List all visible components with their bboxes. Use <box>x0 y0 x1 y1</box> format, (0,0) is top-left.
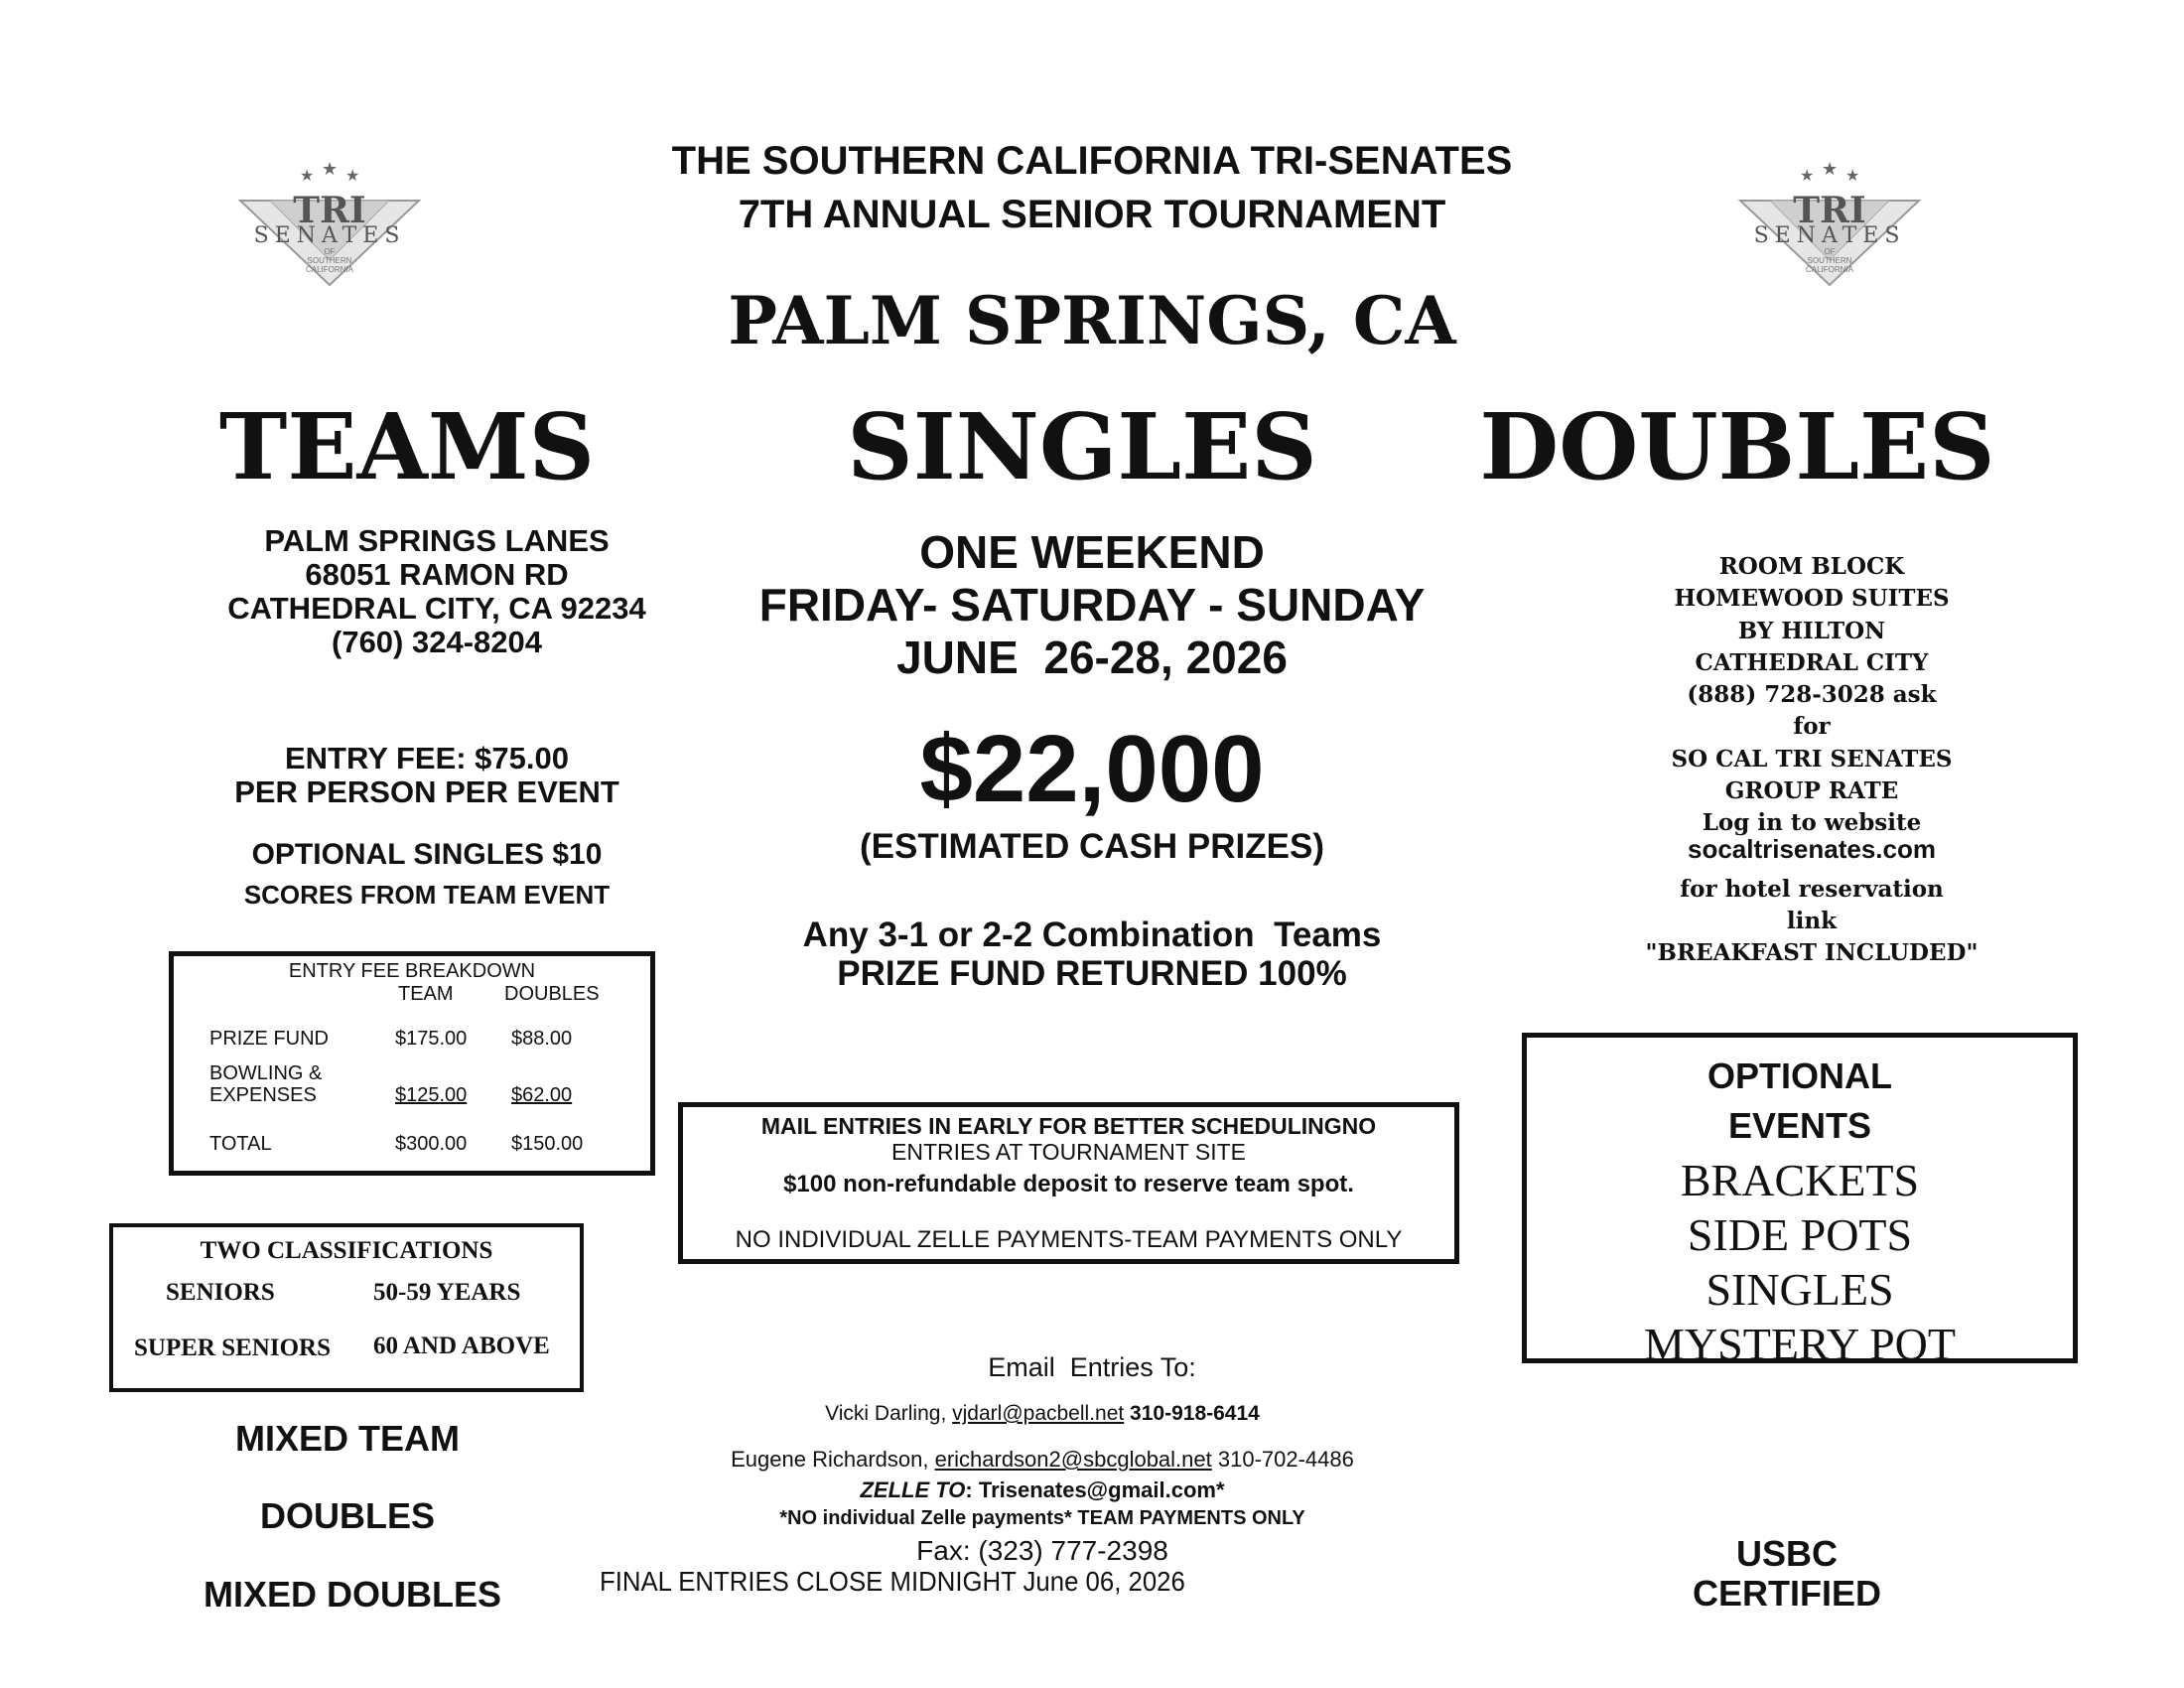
hotel-line: for <box>1793 713 1831 741</box>
tri-senates-logo-left <box>220 161 439 290</box>
usbc-line-2: CERTIFIED <box>1692 1573 1881 1614</box>
contact-1-phone: 310-918-6414 <box>1124 1402 1260 1425</box>
hotel-line: (888) 728-3028 ask <box>1687 681 1937 709</box>
prize-combo: Any 3-1 or 2-2 Combination Teams <box>802 915 1382 954</box>
event-singles: SINGLES <box>847 393 1317 500</box>
venue-city: CATHEDRAL CITY, CA 92234 <box>227 591 646 626</box>
svg-text:CALIFORNIA: CALIFORNIA <box>1805 265 1854 274</box>
mail-line-1: MAIL ENTRIES IN EARLY FOR BETTER SCHEDULINGNO <box>760 1113 1377 1139</box>
contact-1-name: Vicki Darling, <box>825 1402 953 1425</box>
svg-text:OF: OF <box>324 247 336 256</box>
hotel-line: CATHEDRAL CITY <box>1695 648 1929 676</box>
prize-amount: $22,000 <box>919 716 1265 822</box>
scores-note: SCORES FROM TEAM EVENT <box>243 880 611 910</box>
optional-event-item: MYSTERY POT <box>1644 1319 1956 1369</box>
contact-1 <box>635 1402 1449 1426</box>
usbc-line-1: USBC <box>1735 1533 1838 1574</box>
header-line-2: 7TH ANNUAL SENIOR TOURNAMENT <box>738 193 1446 236</box>
mail-entries-text <box>683 1113 1454 1165</box>
svg-text:TRI: TRI <box>1793 190 1866 231</box>
optional-title-2: EVENTS <box>1727 1105 1872 1146</box>
mail-line-2: ENTRIES AT TOURNAMENT SITE <box>891 1139 1246 1165</box>
hotel-line: ROOM BLOCK <box>1718 553 1905 580</box>
breakdown-row-team: $300.00 <box>395 1133 468 1155</box>
hotel-res-line-2: link <box>1786 908 1838 934</box>
breakdown-row-team: $125.00 <box>395 1084 468 1106</box>
venue-phone: (760) 324-8204 <box>332 625 542 659</box>
schedule-dates: JUNE 26-28, 2026 <box>896 632 1288 683</box>
contact-2 <box>635 1447 1449 1473</box>
breakdown-row-team: $175.00 <box>395 1028 468 1050</box>
optional-events-title <box>1527 1052 2073 1151</box>
svg-text:SOUTHERN: SOUTHERN <box>307 256 352 265</box>
event-teams: TEAMS <box>218 393 596 500</box>
breakdown-row-label: TOTAL <box>209 1133 272 1155</box>
optional-event-item: SINGLES <box>1706 1264 1894 1315</box>
entry-fee-block <box>169 742 685 809</box>
schedule-one-weekend: ONE WEEKEND <box>919 526 1265 578</box>
breakdown-title: ENTRY FEE BREAKDOWN <box>288 960 536 982</box>
contact-2-phone: 310-702-4486 <box>1211 1447 1354 1472</box>
contact-2-email[interactable]: erichardson2@sbcglobal.net <box>934 1447 1212 1472</box>
fax: Fax: (323) 777-2398 <box>916 1535 1168 1566</box>
venue-name: PALM SPRINGS LANES <box>264 523 610 558</box>
hotel-block <box>1608 551 2015 840</box>
svg-text:★: ★ <box>1800 168 1815 185</box>
classification-value: 50-59 YEARS <box>373 1279 521 1306</box>
svg-text:★: ★ <box>1845 168 1860 185</box>
classification-label: SENIORS <box>166 1279 275 1306</box>
zelle-to <box>635 1477 1449 1503</box>
breakdown-row-doubles: $150.00 <box>511 1133 584 1155</box>
breakdown-row-label-line-1: BOWLING & <box>209 1062 323 1084</box>
svg-text:SENATES: SENATES <box>1753 223 1906 248</box>
svg-text:SENATES: SENATES <box>253 223 406 248</box>
optional-event-item: SIDE POTS <box>1687 1209 1913 1260</box>
svg-text:TRI: TRI <box>293 190 366 231</box>
prize-returned: PRIZE FUND RETURNED 100% <box>837 954 1347 993</box>
mixed-doubles-event: DOUBLES <box>259 1495 435 1536</box>
breakdown-row-doubles: $62.00 <box>511 1084 573 1106</box>
zelle-note: *NO individual Zelle payments* TEAM PAYMENTS ONLY <box>779 1507 1305 1529</box>
hotel-breakfast: "BREAKFAST INCLUDED" <box>1645 939 1979 966</box>
breakdown-row-doubles: $88.00 <box>511 1028 573 1050</box>
event-doubles: DOUBLES <box>1479 393 1995 500</box>
svg-text:OF: OF <box>1824 247 1836 256</box>
svg-text:CALIFORNIA: CALIFORNIA <box>305 265 354 274</box>
contact-1-email[interactable]: vjdarl@pacbell.net <box>952 1402 1125 1425</box>
header <box>496 134 1688 241</box>
hotel-reservation <box>1608 874 2015 969</box>
svg-text:★: ★ <box>1822 161 1839 179</box>
entry-fee-line-2: PER PERSON PER EVENT <box>234 774 619 809</box>
city-title: PALM SPRINGS, CA <box>728 282 1456 359</box>
prize-note: (ESTIMATED CASH PRIZES) <box>860 827 1324 866</box>
zelle-label: ZELLE TO <box>860 1477 966 1502</box>
breakdown-row-label: PRIZE FUND <box>209 1028 329 1050</box>
tri-senates-logo-right <box>1720 161 1939 290</box>
hotel-line: Log in to website <box>1702 809 1922 837</box>
header-line-1: THE SOUTHERN CALIFORNIA TRI-SENATES <box>671 139 1513 183</box>
email-entries-to: Email Entries To: <box>988 1352 1196 1382</box>
entry-fee-line-1: ENTRY FEE: $75.00 <box>284 741 569 775</box>
classifications-box <box>109 1223 584 1392</box>
usbc-certified <box>1588 1534 1985 1614</box>
breakdown-row-label-line-2: EXPENSES <box>209 1084 317 1106</box>
breakdown-row-label <box>209 1062 322 1106</box>
hotel-line: GROUP RATE <box>1724 777 1899 805</box>
mail-zelle-note: NO INDIVIDUAL ZELLE PAYMENTS-TEAM PAYMENTS ONLY <box>735 1226 1403 1253</box>
hotel-line: SO CAL TRI SENATES <box>1671 745 1953 773</box>
venue-street: 68051 RAMON RD <box>305 557 569 592</box>
zelle-value: : Trisenates@gmail.com* <box>965 1477 1225 1502</box>
optional-events-list <box>1527 1153 2073 1371</box>
optional-event-item: BRACKETS <box>1680 1155 1920 1205</box>
entry-fee-breakdown-box <box>169 951 655 1176</box>
svg-text:★: ★ <box>345 168 360 185</box>
classification-value: 60 AND ABOVE <box>373 1333 550 1359</box>
contact-2-name: Eugene Richardson, <box>731 1447 935 1472</box>
optional-events-box <box>1522 1033 2078 1369</box>
optional-title-1: OPTIONAL <box>1707 1055 1892 1096</box>
mixed-doubles: MIXED DOUBLES <box>203 1574 502 1615</box>
hotel-line: BY HILTON <box>1737 617 1886 644</box>
hotel-res-line-1: for hotel reservation <box>1680 876 1944 903</box>
final-entries: FINAL ENTRIES CLOSE MIDNIGHT June 06, 2026 <box>600 1566 1185 1597</box>
mail-deposit: $100 non-refundable deposit to reserve team spot. <box>783 1171 1354 1197</box>
schedule-days: FRIDAY- SATURDAY - SUNDAY <box>758 579 1426 631</box>
optional-singles: OPTIONAL SINGLES $10 <box>251 838 603 871</box>
mail-entries-box <box>678 1102 1459 1264</box>
venue-block <box>169 524 705 659</box>
classification-label: SUPER SENIORS <box>134 1335 331 1361</box>
breakdown-col-doubles: DOUBLES <box>504 983 600 1005</box>
breakdown-col-team: TEAM <box>398 983 454 1005</box>
svg-text:★: ★ <box>300 168 315 185</box>
classifications-title: TWO CLASSIFICATIONS <box>200 1237 493 1264</box>
hotel-website[interactable]: socaltrisenates.com <box>1687 834 1936 864</box>
mixed-team: MIXED TEAM <box>234 1418 460 1459</box>
svg-text:SOUTHERN: SOUTHERN <box>1807 256 1852 265</box>
hotel-line: HOMEWOOD SUITES <box>1674 585 1950 613</box>
svg-text:★: ★ <box>322 161 339 179</box>
